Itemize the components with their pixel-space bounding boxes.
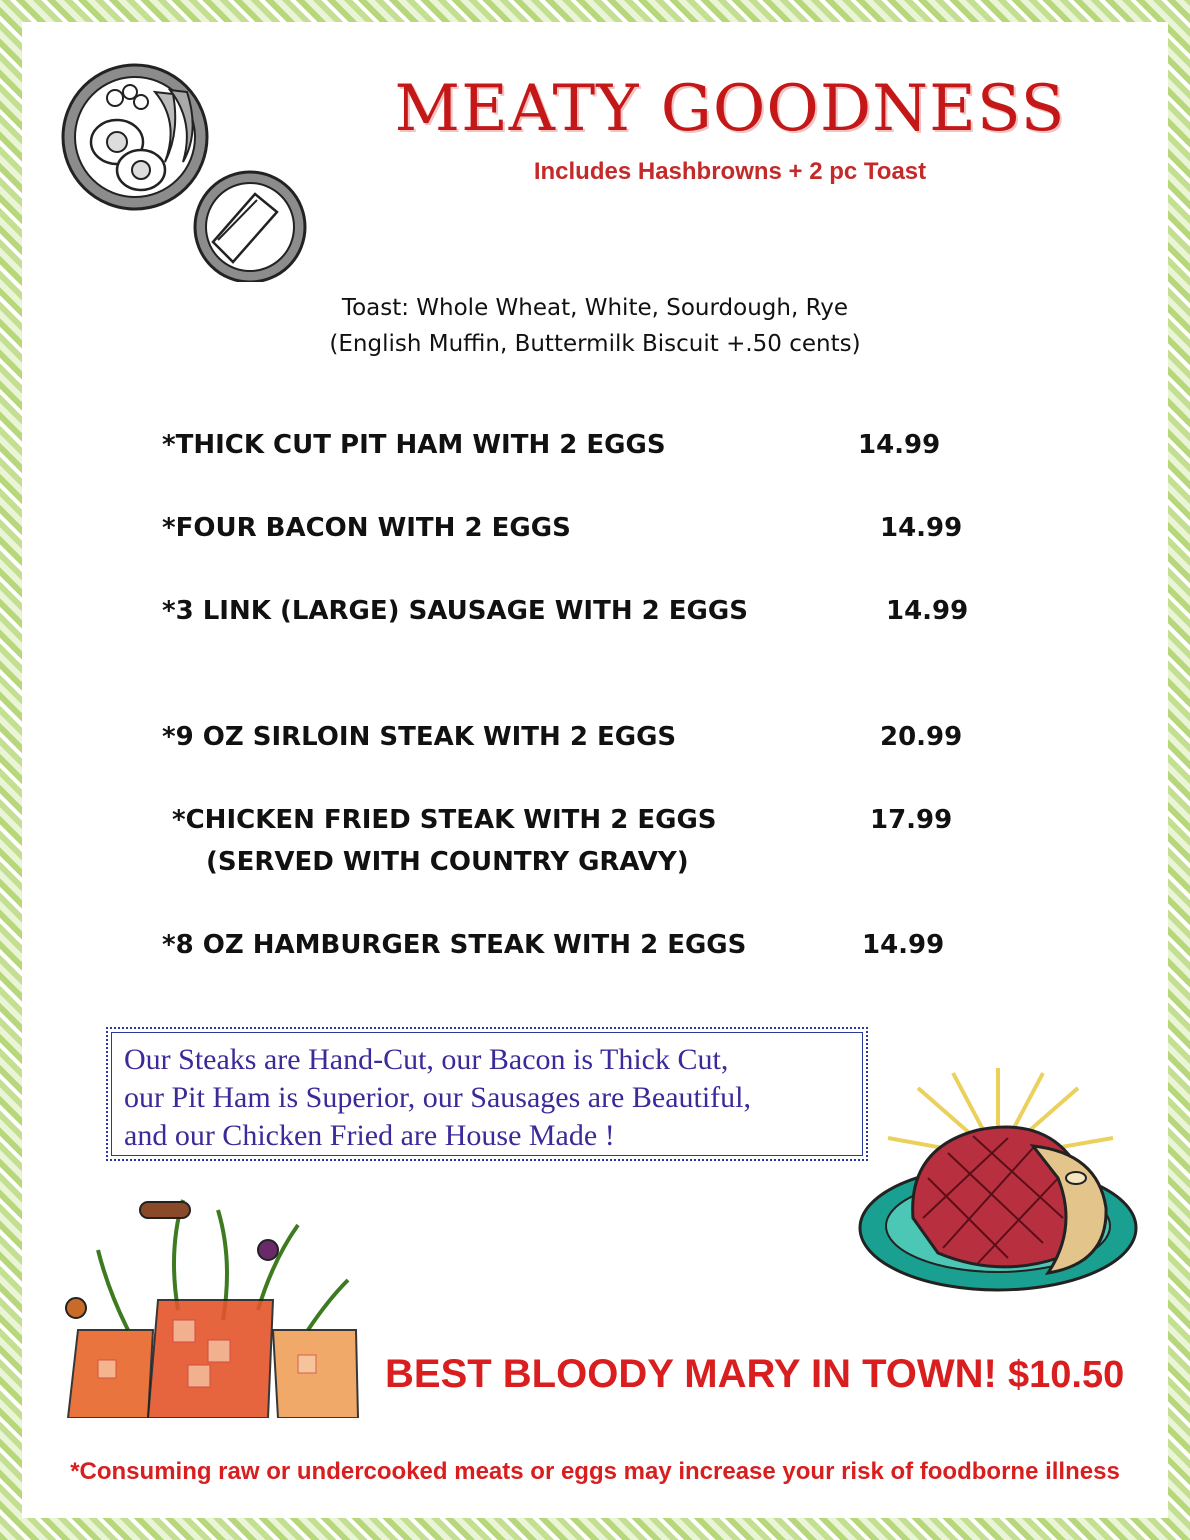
toast-extras-line: (English Muffin, Buttermilk Biscuit +.50 cents) [329,331,861,357]
quality-note-line: our Pit Ham is Superior, our Sausages are Beautiful, [124,1081,752,1114]
toast-options [200,290,990,362]
menu-item-price: 14.99 [880,513,963,543]
menu-item-price: 14.99 [886,596,969,626]
menu-item-name: *3 LINK (LARGE) SAUSAGE WITH 2 EGGS [162,596,748,626]
ham-plate-illustration [858,1068,1146,1298]
menu-item-name: *CHICKEN FRIED STEAK WITH 2 EGGS [172,805,717,835]
menu-item-name: *8 OZ HAMBURGER STEAK WITH 2 EGGS [162,930,747,960]
menu-item-name: *FOUR BACON WITH 2 EGGS [162,513,571,543]
quality-note-box [106,1027,868,1161]
bloody-mary-illustration [58,1190,363,1418]
menu-item-price: 20.99 [880,722,963,752]
menu-item-name: *9 OZ SIRLOIN STEAK WITH 2 EGGS [162,722,677,752]
breakfast-plate-illustration [55,62,315,282]
quality-note-line: and our Chicken Fried are House Made ! [124,1119,615,1152]
menu-item-price: 17.99 [870,805,953,835]
quality-note-line: Our Steaks are Hand-Cut, our Bacon is Thick Cut, [124,1043,729,1076]
bloody-mary-text: BEST BLOODY MARY IN TOWN! [385,1352,997,1396]
page-title: MEATY GOODNESS [394,72,1066,146]
page-subtitle: Includes Hashbrowns + 2 pc Toast [533,158,927,185]
menu-item-name: *THICK CUT PIT HAM WITH 2 EGGS [162,430,666,460]
bloody-mary-promo [385,1352,1125,1397]
bloody-mary-price: $10.50 [1008,1354,1125,1396]
menu-item-note: (SERVED WITH COUNTRY GRAVY) [206,847,689,877]
foodborne-illness-warning: *Consuming raw or undercooked meats or eggs may increase your risk of foodborne illness [70,1458,1120,1485]
menu-item-price: 14.99 [858,430,941,460]
toast-options-line: Toast: Whole Wheat, White, Sourdough, Rye [341,295,849,321]
menu-item-price: 14.99 [862,930,945,960]
quality-note [111,1032,863,1156]
